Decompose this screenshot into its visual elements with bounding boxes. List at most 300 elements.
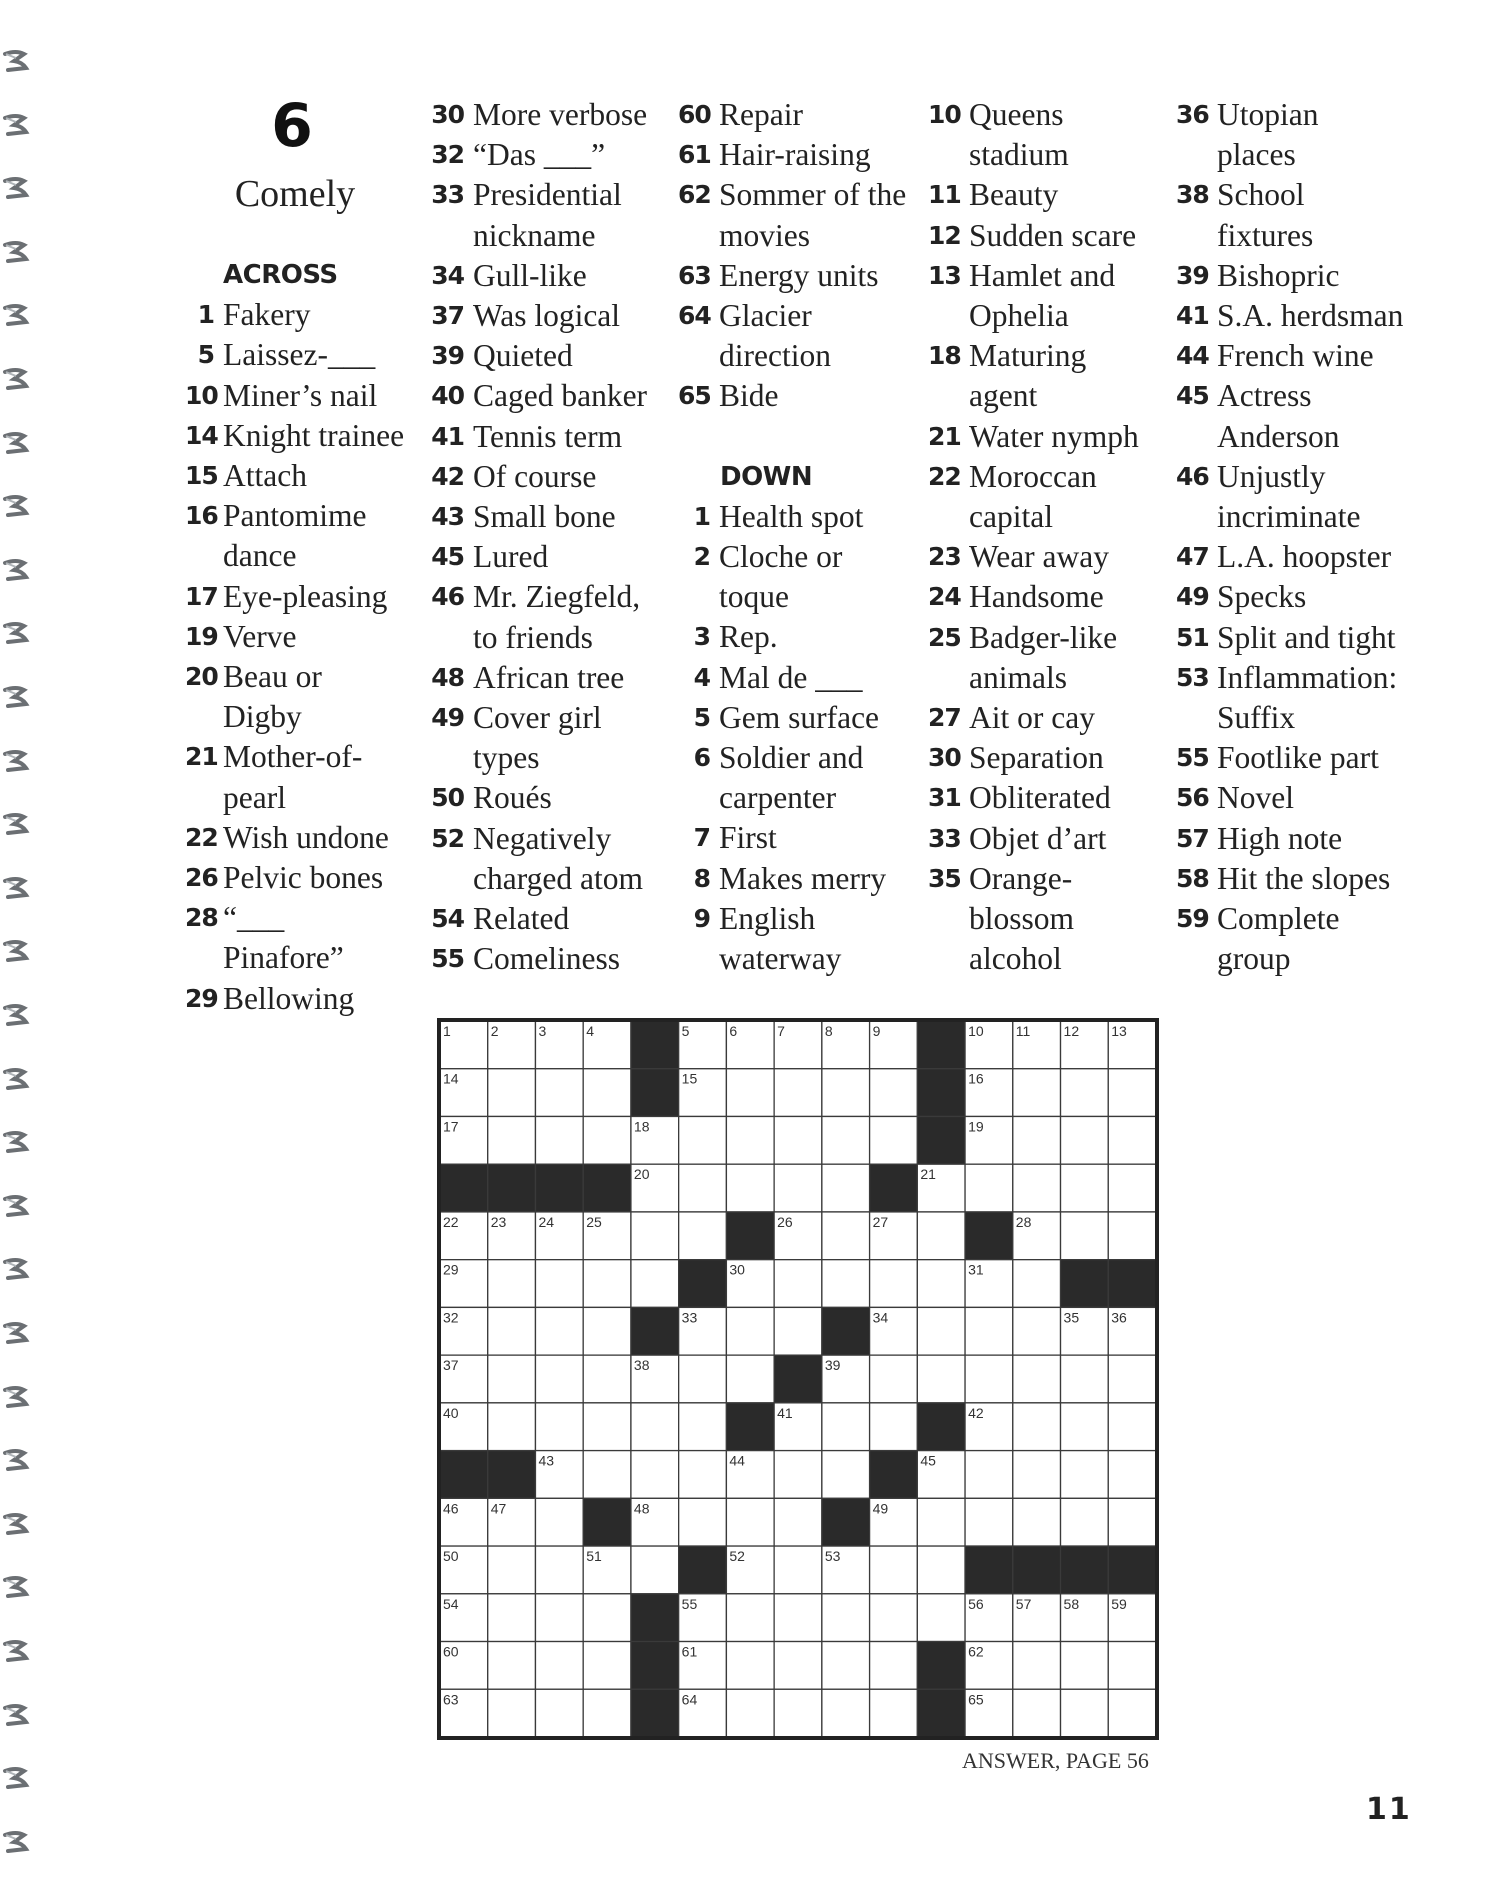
grid-cell[interactable] [726,1642,774,1690]
down-clue-4[interactable] [678,658,890,698]
across-clue-61[interactable] [678,135,918,175]
spiral-coil-icon [2,1702,30,1728]
down-clue-45[interactable] [1176,376,1404,456]
across-clue-42[interactable] [430,457,670,497]
spiral-coil-icon [2,1638,30,1664]
clue-text: Wish undone [223,819,389,855]
across-clue-41[interactable] [430,417,670,457]
answer-reference: ANSWER, PAGE 56 [962,1748,1149,1773]
down-clue-41[interactable] [1176,296,1404,336]
grid-cell[interactable] [1108,1116,1156,1164]
clue-number: 25 [928,622,961,652]
spiral-coil-icon [2,557,30,583]
down-clue-11[interactable] [928,175,1156,215]
clue-text: Unjustly incriminate [1217,458,1361,535]
down-clue-5[interactable] [678,698,890,738]
grid-cell[interactable] [535,1594,583,1642]
grid-cell-black [535,1164,583,1212]
grid-cell[interactable] [1061,1689,1109,1737]
clue-text: Was logical [473,298,621,334]
clue-number: 56 [1176,783,1209,813]
down-clue-25[interactable] [928,618,1156,698]
grid-cell[interactable] [535,1498,583,1546]
grid-cell[interactable] [488,1642,536,1690]
grid-cell[interactable] [631,1403,679,1451]
clue-text: Lured [473,539,549,575]
clue-text: Obliterated [969,780,1111,816]
clue-text: Orange-blossom alcohol [969,860,1075,977]
across-clue-46[interactable] [430,577,670,657]
grid-cell[interactable] [679,1116,727,1164]
grid-cell-number: 56 [968,1595,984,1612]
grid-cell[interactable] [1108,1355,1156,1403]
grid-cell[interactable] [1013,1307,1061,1355]
grid-cell[interactable] [870,1689,918,1737]
grid-cell-number: 24 [538,1213,555,1230]
grid-cell[interactable] [1061,1642,1109,1690]
grid-cell-number: 38 [633,1357,650,1374]
across-clue-16[interactable] [185,496,407,576]
grid-cell[interactable] [488,1594,536,1642]
crossword-grid-svg[interactable] [437,1018,1159,1740]
grid-cell[interactable] [679,1212,727,1260]
grid-cell[interactable] [1061,1355,1109,1403]
down-clue-30[interactable] [928,738,1156,778]
grid-cell[interactable] [535,1069,583,1117]
clue-text: Complete group [1217,901,1340,977]
clue-text: High note [1217,820,1343,856]
grid-cell[interactable] [822,1260,870,1308]
clue-number: 47 [1176,542,1209,572]
down-clue-33[interactable] [928,819,1156,859]
grid-cell[interactable] [631,1212,679,1260]
grid-cell[interactable] [917,1498,965,1546]
grid-cell[interactable] [1013,1689,1061,1737]
grid-cell[interactable] [965,1355,1013,1403]
down-clue-18[interactable] [928,336,1156,416]
grid-cell[interactable] [774,1260,822,1308]
grid-cell-number: 58 [1063,1595,1080,1612]
grid-cell[interactable] [774,1116,822,1164]
grid-cell[interactable] [488,1260,536,1308]
grid-cell[interactable] [822,1451,870,1499]
across-column-1 [185,255,425,1019]
clue-text: Queens stadium [969,97,1069,173]
grid-cell[interactable] [679,1403,727,1451]
grid-cell[interactable] [870,1355,918,1403]
grid-cell[interactable] [679,1355,727,1403]
clue-number: 65 [678,381,711,411]
grid-cell-number: 47 [490,1500,507,1517]
grid-cell-black [1108,1260,1156,1308]
grid-cell-black [917,1069,965,1117]
grid-cell[interactable] [774,1498,822,1546]
grid-cell[interactable] [488,1355,536,1403]
grid-cell[interactable] [1061,1212,1109,1260]
down-clue-10[interactable] [928,95,1156,175]
down-clue-22[interactable] [928,457,1156,537]
down-clue-49[interactable] [1176,577,1404,617]
grid-cell[interactable] [774,1451,822,1499]
grid-cell[interactable] [726,1689,774,1737]
grid-cell[interactable] [1108,1164,1156,1212]
grid-cell[interactable] [583,1355,631,1403]
clue-text: Water nymph [969,418,1139,454]
grid-cell[interactable] [583,1594,631,1642]
spiral-coil-icon [2,748,30,774]
grid-cell[interactable] [1013,1355,1061,1403]
grid-cell[interactable] [1013,1642,1061,1690]
down-clue-7[interactable] [678,818,890,858]
grid-cell-number: 57 [1015,1595,1032,1612]
clue-text: Tennis term [473,418,623,454]
grid-cell-number: 16 [968,1070,984,1087]
grid-cell[interactable] [870,1594,918,1642]
clue-number: 41 [1176,301,1209,331]
clue-text: Quieted [473,338,573,374]
grid-cell[interactable] [1108,1451,1156,1499]
grid-cell-black [822,1498,870,1546]
spiral-coil-icon [2,1320,30,1346]
across-clue-63[interactable] [678,256,918,296]
grid-cell[interactable] [917,1307,965,1355]
grid-cell[interactable] [822,1642,870,1690]
grid-cell[interactable] [1013,1069,1061,1117]
spiral-coil-icon [2,1256,30,1282]
across-clue-39[interactable] [430,336,670,376]
down-clue-13[interactable] [928,256,1156,336]
grid-cell[interactable] [1061,1164,1109,1212]
across-clue-33[interactable] [430,175,670,255]
across-clue-15[interactable] [185,456,407,496]
grid-cell[interactable] [917,1260,965,1308]
grid-cell-black [726,1212,774,1260]
across-clue-50[interactable] [430,778,670,818]
grid-cell[interactable] [870,1642,918,1690]
grid-cell[interactable] [535,1307,583,1355]
grid-cell-number: 27 [872,1213,889,1230]
grid-cell-number: 11 [1015,1023,1031,1039]
grid-cell[interactable] [1013,1498,1061,1546]
spiral-coil-icon [2,620,30,646]
down-clue-6[interactable] [678,738,890,818]
down-clue-59[interactable] [1176,899,1404,979]
clue-number: 29 [185,983,218,1013]
grid-cell[interactable] [1061,1451,1109,1499]
across-clue-60[interactable] [678,95,918,135]
grid-cell-number: 43 [538,1452,555,1469]
across-clue-21[interactable] [185,737,407,817]
grid-cell[interactable] [535,1689,583,1737]
grid-cell[interactable] [488,1689,536,1737]
clue-text: Rep. [719,619,778,655]
grid-cell[interactable] [822,1689,870,1737]
clue-text: African tree [473,659,625,695]
grid-cell-number: 29 [443,1261,459,1278]
down-clue-31[interactable] [928,778,1156,818]
grid-cell[interactable] [870,1403,918,1451]
across-clue-49[interactable] [430,698,670,778]
grid-cell[interactable] [965,1164,1013,1212]
across-clue-5[interactable] [185,335,407,375]
grid-cell-black [488,1451,536,1499]
spiral-coil-icon [2,239,30,265]
across-clue-65[interactable] [678,376,918,416]
grid-cell[interactable] [535,1116,583,1164]
grid-cell[interactable] [1013,1116,1061,1164]
clue-number: 5 [693,702,710,732]
down-clue-8[interactable] [678,859,890,899]
grid-cell-black [917,1642,965,1690]
grid-cell[interactable] [774,1546,822,1594]
clue-number: 10 [185,380,218,410]
grid-cell-black [965,1212,1013,1260]
grid-cell[interactable] [583,1307,631,1355]
grid-cell-black [917,1116,965,1164]
grid-cell[interactable] [774,1642,822,1690]
grid-cell[interactable] [917,1594,965,1642]
down-clue-1[interactable] [678,497,890,537]
across-clue-48[interactable] [430,658,670,698]
clue-number: 20 [185,662,218,692]
clue-text: Badger-like animals [969,619,1118,695]
crossword-grid[interactable] [437,1018,1159,1740]
grid-cell-black [917,1021,965,1069]
across-clue-28[interactable] [185,898,407,978]
clue-number: 49 [1176,582,1209,612]
grid-cell[interactable] [1108,1642,1156,1690]
grid-cell[interactable] [488,1069,536,1117]
clue-number: 14 [185,420,218,450]
clue-text: Attach [223,458,307,494]
grid-cell[interactable] [535,1546,583,1594]
grid-cell[interactable] [1061,1498,1109,1546]
grid-cell-number: 23 [490,1213,507,1230]
grid-cell-number: 20 [633,1166,650,1183]
clue-number: 32 [431,140,464,170]
grid-cell[interactable] [1061,1403,1109,1451]
grid-cell[interactable] [488,1307,536,1355]
clue-number: 46 [431,582,464,612]
grid-cell[interactable] [917,1212,965,1260]
across-clue-22[interactable] [185,818,407,858]
down-clue-56[interactable] [1176,778,1404,818]
grid-cell[interactable] [488,1116,536,1164]
grid-cell[interactable] [774,1594,822,1642]
down-clue-53[interactable] [1176,658,1404,738]
grid-cell-black [1061,1546,1109,1594]
clue-text: Related [473,901,570,937]
grid-cell[interactable] [583,1451,631,1499]
across-clue-37[interactable] [430,296,670,336]
grid-cell[interactable] [583,1260,631,1308]
grid-cell[interactable] [1108,1212,1156,1260]
grid-cell[interactable] [488,1546,536,1594]
grid-cell[interactable] [1061,1116,1109,1164]
grid-cell[interactable] [583,1403,631,1451]
grid-cell[interactable] [822,1212,870,1260]
clue-number: 38 [1176,180,1209,210]
across-clue-62[interactable] [678,175,918,255]
across-clue-34[interactable] [430,256,670,296]
down-clue-46[interactable] [1176,457,1404,537]
clue-number: 36 [1176,100,1209,129]
down-clue-2[interactable] [678,537,890,617]
grid-cell[interactable] [870,1546,918,1594]
grid-cell[interactable] [726,1355,774,1403]
across-clue-17[interactable] [185,577,407,617]
grid-cell[interactable] [965,1451,1013,1499]
across-clue-40[interactable] [430,376,670,416]
grid-cell[interactable] [535,1403,583,1451]
clue-text: Ait or cay [969,700,1095,736]
grid-cell[interactable] [488,1403,536,1451]
clue-text: Separation [969,740,1104,776]
across-clue-1[interactable] [185,295,407,335]
grid-cell-number: 13 [1111,1023,1127,1039]
grid-cell[interactable] [870,1069,918,1117]
grid-cell[interactable] [535,1260,583,1308]
down-clue-39[interactable] [1176,256,1404,296]
grid-cell-number: 53 [824,1548,841,1565]
clue-text: Miner’s nail [223,377,378,413]
grid-cell[interactable] [535,1355,583,1403]
across-clue-52[interactable] [430,819,670,899]
grid-cell[interactable] [726,1069,774,1117]
grid-cell[interactable] [870,1260,918,1308]
grid-cell[interactable] [535,1642,583,1690]
grid-cell[interactable] [774,1689,822,1737]
grid-cell[interactable] [774,1069,822,1117]
across-clue-32[interactable] [430,135,670,175]
grid-cell[interactable] [1013,1403,1061,1451]
down-clue-44[interactable] [1176,336,1404,376]
clue-number: 34 [431,260,464,290]
clue-text: L.A. hoopster [1217,539,1392,575]
grid-cell[interactable] [726,1307,774,1355]
grid-cell[interactable] [822,1403,870,1451]
grid-cell[interactable] [631,1546,679,1594]
grid-cell[interactable] [1108,1069,1156,1117]
grid-cell[interactable] [583,1069,631,1117]
grid-cell[interactable] [1108,1689,1156,1737]
clue-number: 16 [185,501,218,531]
across-column-3 [678,95,918,979]
clue-number: 1 [693,501,710,531]
grid-cell[interactable] [631,1451,679,1499]
grid-cell[interactable] [726,1164,774,1212]
down-clue-57[interactable] [1176,819,1404,859]
clue-number: 5 [197,340,214,370]
grid-cell-number: 5 [681,1023,690,1039]
grid-cell[interactable] [679,1164,727,1212]
grid-cell[interactable] [679,1451,727,1499]
across-clue-19[interactable] [185,617,407,657]
clue-text: Gull-like [473,257,587,293]
across-clue-55[interactable] [430,939,670,979]
grid-cell[interactable] [679,1498,727,1546]
grid-cell[interactable] [726,1498,774,1546]
across-clue-20[interactable] [185,657,407,737]
grid-cell[interactable] [774,1307,822,1355]
grid-cell[interactable] [1108,1498,1156,1546]
grid-cell[interactable] [1013,1451,1061,1499]
clue-number: 46 [1176,461,1209,491]
down-column-5 [1176,95,1416,979]
grid-cell[interactable] [726,1594,774,1642]
clue-number: 45 [1176,381,1209,411]
across-clue-45[interactable] [430,537,670,577]
down-clue-21[interactable] [928,417,1156,457]
down-clue-24[interactable] [928,577,1156,617]
grid-cell[interactable] [870,1116,918,1164]
grid-cell[interactable] [583,1642,631,1690]
clue-text: Utopian places [1217,97,1319,173]
across-clue-30[interactable] [430,95,670,135]
grid-cell[interactable] [822,1069,870,1117]
grid-cell[interactable] [822,1164,870,1212]
clue-number: 55 [1176,743,1209,773]
down-clue-3[interactable] [678,617,890,657]
grid-cell-number: 40 [443,1404,459,1421]
down-clue-36[interactable] [1176,95,1404,175]
across-clue-26[interactable] [185,858,407,898]
down-clue-12[interactable] [928,216,1156,256]
clue-text: Knight trainee [223,417,405,453]
down-clue-23[interactable] [928,537,1156,577]
down-clue-51[interactable] [1176,618,1404,658]
across-clue-10[interactable] [185,376,407,416]
down-clue-27[interactable] [928,698,1156,738]
grid-cell[interactable] [965,1498,1013,1546]
across-clue-29[interactable] [185,979,407,1019]
across-clue-54[interactable] [430,899,670,939]
down-clue-9[interactable] [678,899,890,979]
grid-cell[interactable] [965,1307,1013,1355]
grid-cell[interactable] [726,1116,774,1164]
grid-cell-number: 36 [1111,1309,1127,1326]
grid-cell[interactable] [583,1116,631,1164]
across-clue-14[interactable] [185,416,407,456]
down-clue-55[interactable] [1176,738,1404,778]
grid-cell[interactable] [1061,1069,1109,1117]
down-clue-38[interactable] [1176,175,1404,255]
grid-cell[interactable] [822,1116,870,1164]
grid-cell[interactable] [822,1594,870,1642]
grid-cell[interactable] [1013,1164,1061,1212]
grid-cell[interactable] [774,1164,822,1212]
down-clue-35[interactable] [928,859,1156,980]
across-clue-43[interactable] [430,497,670,537]
down-clue-58[interactable] [1176,859,1404,899]
grid-cell[interactable] [631,1260,679,1308]
grid-cell-number: 15 [681,1070,698,1087]
grid-cell-number: 60 [443,1643,459,1660]
grid-cell-number: 18 [633,1118,650,1135]
grid-cell[interactable] [583,1689,631,1737]
clue-text: Small bone [473,499,616,535]
grid-cell-number: 32 [443,1309,459,1326]
grid-cell[interactable] [1108,1403,1156,1451]
grid-cell[interactable] [1013,1260,1061,1308]
grid-cell[interactable] [917,1355,965,1403]
down-clue-47[interactable] [1176,537,1404,577]
clue-text: Inflammation: Suffix [1217,659,1398,736]
across-clue-64[interactable] [678,296,918,376]
spiral-coil-icon [2,1511,30,1537]
grid-cell[interactable] [917,1546,965,1594]
spiral-coil-icon [2,938,30,964]
